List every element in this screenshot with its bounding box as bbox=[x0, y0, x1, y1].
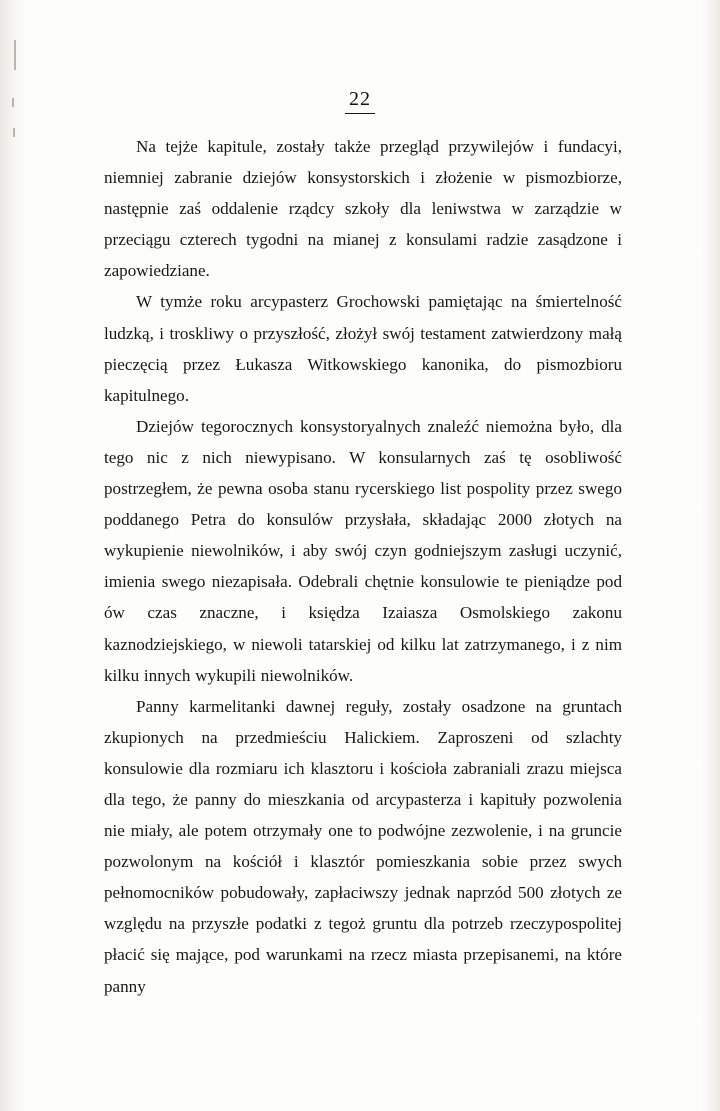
page-number-value: 22 bbox=[349, 88, 371, 110]
paragraph: Dziejów tegorocznych konsystoryalnych znaleźć niemożna było, dla tego nic z nich niewypisano. W konsularnych zaś tę osobliwość postrzegłem, że pewna osoba stanu rycerskiego list pospolity przez swego poddanego Petra do konsulów przysłała, składając 2000 złotych na wykupienie niewolników, i aby swój czyn godniejszym zasługi uczynić, imienia swego niezapisała. Odebrali chętnie konsulowie te pieniądze pod ów czas znaczne, i księdza Izaiasza Osmolskiego zakonu kaznodziejskiego, w niewoli tatarskiej od kilku lat zatrzymanego, i z nim kilku innych wykupili niewolników. bbox=[104, 416, 622, 685]
paragraph: Na tejże kapitule, zostały także przegląd przywilejów i fundacyi, niemniej zabranie dziejów konsystorskich i złożenie w pismozbiorze, następnie zaś oddalenie rządcy szkoły dla leniwstwa w zarządzie w przeciągu czterech tygodni na mianej z konsulami radzie zasądzone i zapowiedziane. bbox=[104, 137, 622, 281]
page-number bbox=[0, 88, 720, 111]
body-text bbox=[104, 131, 622, 1002]
paragraph: W tymże roku arcypasterz Grochowski pamiętając na śmiertelność ludzką, i troskliwy o przyszłość, złożył swój testament zatwierdzony małą pieczęcią przez Łukasza Witkowskiego kanonika, do pismozbioru kapitulnego. bbox=[104, 292, 622, 405]
margin-mark-1 bbox=[14, 40, 16, 70]
paragraph: Panny karmelitanki dawnej reguły, zostały osadzone na gruntach zkupionych na przedmieściu Halickiem. Zaproszeni od szlachty konsulowie dla rozmiaru ich klasztoru i kościoła zabraniali zrazu miejsca dla tego, że panny do mieszkania od arcypasterza i kapituły pozwolenia nie miały, ale potem otrzymały one to podwójne zezwolenie, i na gruncie pozwolonym na kościół i klasztór pomieszkania sobie przez swych pełnomocników pobudowały, zapłaciwszy jednak naprzód 500 złotych ze względu na przyszłe podatki z tegoż gruntu dla potrzeb rzeczypospolitej płacić się mające, pod warunkami na rzecz miasta przepisanemi, na które panny bbox=[104, 696, 622, 996]
margin-mark-3 bbox=[13, 128, 15, 137]
